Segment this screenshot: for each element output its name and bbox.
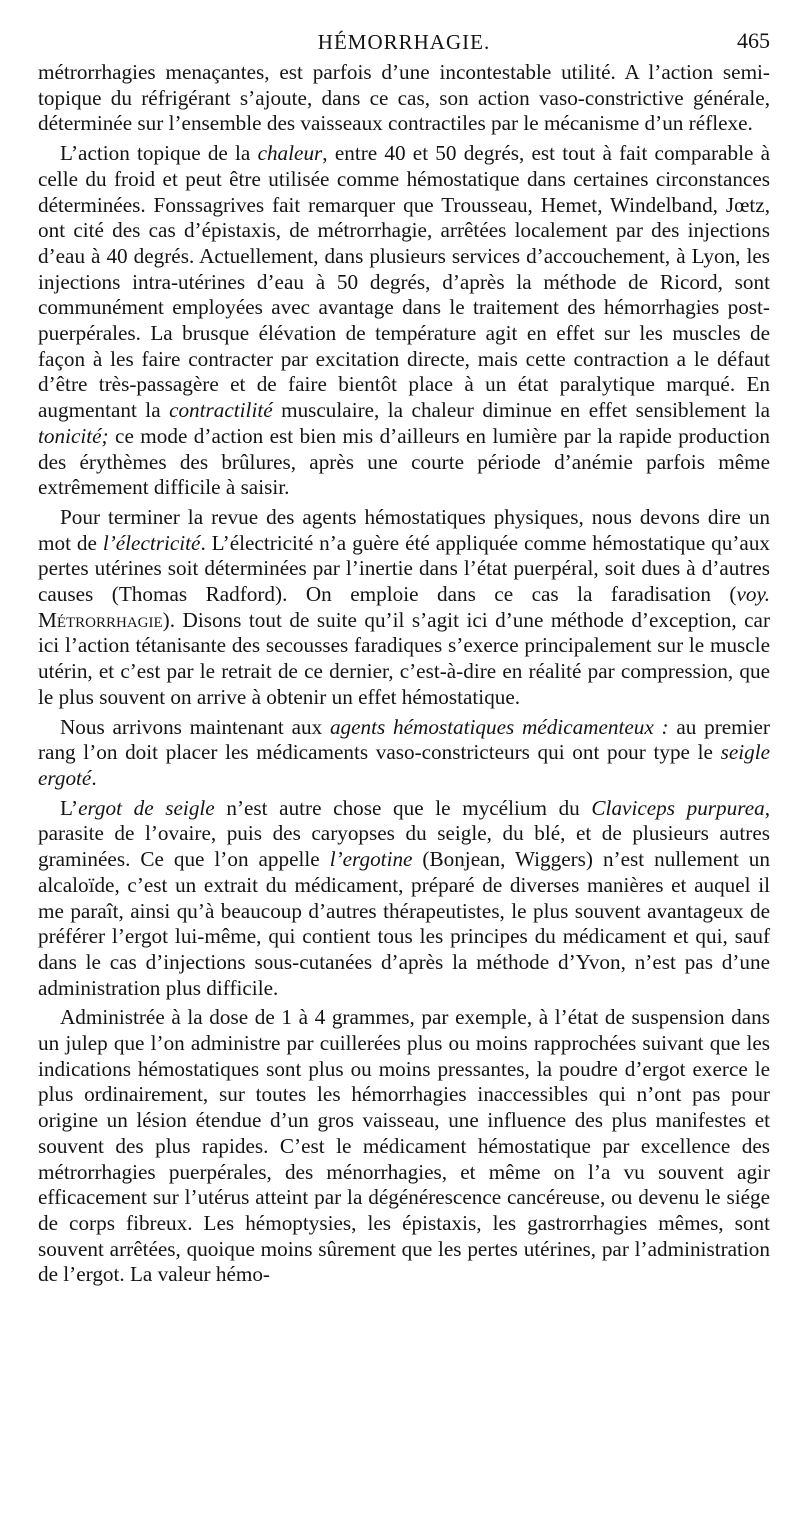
italic-run: ergot de seigle <box>78 795 215 820</box>
text-run: au premier rang l’on doit placer les médicaments vaso-constricteurs qui ont pour type le <box>38 714 770 765</box>
text-run: L’action topique de la <box>60 141 258 166</box>
text-run: ). Disons tout de suite qu’il s’agit ici d’une méthode d’exception, car ici l’action tétanisante des secousses faradiques s’exerce principalement sur le muscle utérin, et c’est par le retrait de ce dernier, c’est-à-dire en réalité par compression, que le plus souvent on arrive à obtenir un effet hémostatique. <box>38 607 770 709</box>
text-run: . L’électricité n’a guère été appliquée comme hémostatique qu’aux pertes utérines soit déterminées par l’inertie dans l’état puerpéral, soit dues à d’autres causes (Thomas Radford). On emploie dans ce cas la faradisation ( <box>38 530 771 607</box>
italic-run: l’ergotine <box>329 847 413 872</box>
italic-run: agents hémostatiques médicamenteux : <box>329 714 669 739</box>
running-title: HÉMORRHAGIE. <box>317 30 491 54</box>
running-head <box>38 22 770 60</box>
text-run: Nous arrivons maintenant aux <box>60 714 330 739</box>
paragraph-agents-medicamenteux <box>38 715 770 792</box>
page-number: 465 <box>737 28 770 53</box>
italic-run: tonicité; <box>38 423 109 448</box>
italic-run: Claviceps purpurea <box>591 795 765 820</box>
book-page <box>38 22 770 1288</box>
text-run: , parasite de l’ovaire, puis des caryopses du seigle, du blé, et de plusieurs autres graminées. Ce que l’on appelle <box>38 795 770 872</box>
italic-run: seigle ergoté <box>38 740 770 790</box>
body-text <box>38 60 770 1288</box>
italic-run: voy. <box>736 582 770 607</box>
italic-run: chaleur <box>257 141 323 166</box>
paragraph-electricite <box>38 505 770 711</box>
text-run: (Bonjean, Wiggers) n’est nullement un alcaloïde, c’est un extrait du médicament, préparé de diverses manières et auquel il me paraît, ainsi qu’à beaucoup d’autres thérapeutistes, le plus souvent avantageux de préférer l’ergot lui-même, qui contient tous les principes du médicament et qui, sauf dans le cas d’injections sous-cutanées d’après la méthode d’Yvon, n’est pas d’une administration plus difficile. <box>38 847 770 1000</box>
text-run: métrorrhagies menaçantes, est parfois d’une incontestable utilité. A l’action semi-topique du réfrigérant s’ajoute, dans ce cas, son action vaso-constrictive générale, déterminée sur l’ensemble des vaisseaux contractiles par le mécanisme d’un réflexe. <box>38 60 770 136</box>
paragraph-chaleur <box>38 141 770 501</box>
italic-run: contractilité <box>169 398 273 423</box>
small-caps-run: Métrorrhagie <box>38 607 163 632</box>
text-run: . <box>91 765 97 790</box>
text-run: ce mode d’action est bien mis d’ailleurs en lumière par la rapide production des érythèmes des brûlures, après une courte période d’anémie parfois même extrêmement difficile à saisir. <box>38 423 770 500</box>
text-run: Pour terminer la revue des agents hémostatiques physiques, nous devons dire un mot de <box>38 504 770 555</box>
text-run: , entre 40 et 50 degrés, est tout à fait comparable à celle du froid et peut être utilisée comme hémostatique dans certaines circonstances déterminées. Fonssagrives fait remarquer que Trousseau, Hemet, Windelband, Jœtz, ont cité des cas d’épistaxis, de métrorrhagie, arrêtées localement par des injections d’eau à 40 degrés. Actuellement, dans plusieurs services d’accouchement, à Lyon, les injections intra-utérines d’eau à 50 degrés, d’après la méthode de Ricord, sont communément employées avec avantage dans le traitement des hémorrhagies post-puerpérales. La brusque élévation de température agit en effet sur les muscles de façon à les faire contracter par excitation directe, mais cette contraction a le défaut d’être très-passagère et de faire bientôt place à un état paralytique marqué. En augmentant la <box>38 141 770 423</box>
text-run: n’est autre chose que le mycélium du <box>214 795 592 820</box>
text-run: musculaire, la chaleur diminue en effet sensiblement la <box>272 398 770 423</box>
paragraph-continuation <box>38 60 770 137</box>
text-run: Administrée à la dose de 1 à 4 grammes, par exemple, à l’état de suspension dans un julep que l’on administre par cuillerées plus ou moins rapprochées suivant que les indications hémostatiques sont plus ou moins pressantes, la poudre d’ergot exerce le plus ordinairement, sur toutes les hémorrhagies inaccessibles qui n’ont pas pour origine un lésion étendue d’un gros vaisseau, une influence des plus manifestes et souvent des plus rapides. C’est le médicament hémostatique par excellence des métrorrhagies puerpérales, des ménorrhagies, et même on l’a vu souvent agir efficacement sur l’utérus atteint par la dégénérescence cancéreuse, ou devenu le siége de corps fibreux. Les hémoptysies, les épistaxis, les gastrorrhagies mêmes, sont souvent arrêtées, quoique moins sûrement que les pertes utérines, par l’administration de l’ergot. La valeur hémo- <box>38 1005 770 1287</box>
paragraph-ergot-de-seigle <box>38 796 770 1002</box>
italic-run: l’électricité <box>102 530 201 555</box>
text-run: L’ <box>60 795 79 820</box>
paragraph-administration <box>38 1005 770 1288</box>
